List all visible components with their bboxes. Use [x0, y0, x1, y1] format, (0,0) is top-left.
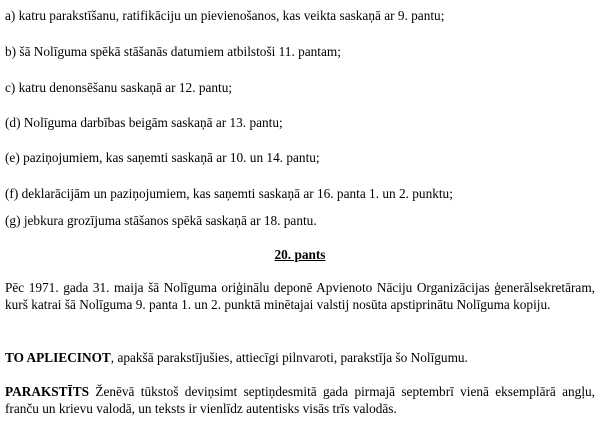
signed-lead: PARAKSTĪTS: [5, 384, 89, 399]
list-item-g: (g) jebkura grozījuma stāšanos spēkā saskaņā ar 18. pantu.: [5, 213, 317, 228]
article-paragraph: Pēc 1971. gada 31. maija šā Nolīguma oriģinālu deponē Apvienoto Nāciju Organizācijas ģenerālsekretāram, kurš katrai šā Nolīguma 9. panta 1. un 2. punktā minētajai valstij nosūta apstiprinātu Nolīguma kopiju.: [5, 280, 595, 312]
list-item-b: b) šā Nolīguma spēkā stāšanās datumiem atbilstoši 11. pantam;: [5, 44, 341, 59]
witness-paragraph: [5, 350, 595, 367]
signed-paragraph: [5, 384, 595, 417]
signed-text: Ženēvā tūkstoš deviņsimt septiņdesmitā gada pirmajā septembrī vienā eksemplārā angļu, franču un krievu valodā, un teksts ir vienlīdz autentisks visās trīs valodās.: [5, 384, 595, 416]
witness-text: , apakšā parakstījušies, attiecīgi pilnvaroti, parakstīja šo Nolīgumu.: [110, 350, 468, 365]
list-item-f: (f) deklarācijām un paziņojumiem, kas saņemti saskaņā ar 16. panta 1. un 2. punktu;: [5, 186, 453, 201]
list-item-d: (d) Nolīguma darbības beigām saskaņā ar 13. pantu;: [5, 115, 283, 130]
list-item-c: c) katru denonsēšanu saskaņā ar 12. pantu;: [5, 80, 233, 95]
list-item-a: a) katru parakstīšanu, ratifikāciju un pievienošanos, kas veikta saskaņā ar 9. pantu;: [5, 8, 445, 23]
list-item-e: (e) paziņojumiem, kas saņemti saskaņā ar 10. un 14. pantu;: [5, 150, 320, 165]
witness-lead: TO APLIECINOT: [5, 350, 111, 365]
article-heading: 20. pants: [274, 247, 326, 262]
